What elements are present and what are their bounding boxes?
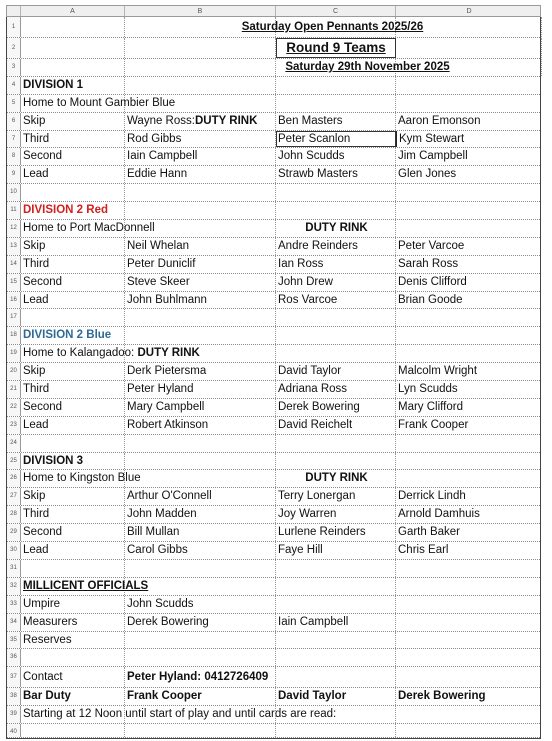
cell[interactable] [276,345,396,362]
sheet-row [7,95,540,113]
row-number[interactable]: 39 [7,706,21,723]
cell[interactable] [125,77,276,94]
player-cell[interactable]: Ben Masters [276,113,396,130]
cell[interactable] [125,560,276,577]
row-number[interactable]: 34 [7,614,21,631]
player-cell[interactable]: David Reichelt [276,417,396,434]
cell[interactable] [396,724,542,737]
bar-duty-name[interactable]: David Taylor [276,688,396,705]
cell[interactable] [396,667,542,687]
division-2-blue-home[interactable] [21,345,200,362]
player-cell[interactable] [125,113,276,130]
sheet-row [7,453,540,471]
cell[interactable] [125,345,276,362]
row-number[interactable]: 37 [7,667,21,687]
position-third[interactable]: Third [21,381,125,398]
player-cell[interactable]: Glen Jones [398,168,457,181]
row-number[interactable]: 12 [7,220,21,237]
division-3-heading[interactable]: DIVISION 3 [21,453,125,470]
sheet-row [7,327,540,345]
sheet-row [7,542,540,560]
row-number[interactable]: 16 [7,292,21,309]
row-number[interactable]: 5 [7,95,21,112]
position-second[interactable]: Second [21,399,125,416]
row-number[interactable]: 11 [7,202,21,219]
sheet-row [7,148,540,166]
cell[interactable] [21,560,125,577]
player-cell[interactable]: Ian Ross [276,256,396,273]
row-number[interactable]: 7 [7,131,21,148]
player-cell[interactable]: Malcolm Wright [398,365,478,378]
player-cell[interactable]: Derrick Lindh [398,490,466,503]
cell[interactable] [125,95,276,112]
sheet-row [7,649,540,667]
duty-rink-label: DUTY RINK [137,347,200,360]
cell[interactable] [125,38,276,58]
sheet-row [7,381,540,399]
cell[interactable] [125,184,276,201]
position-skip[interactable]: Skip [21,488,125,505]
row-number[interactable]: 6 [7,113,21,130]
cell[interactable] [276,724,396,737]
cell[interactable] [125,470,276,487]
division-3-home[interactable]: Home to Kingston Blue [21,470,125,487]
cell[interactable] [21,309,125,326]
player-cell[interactable]: Peter Scanlon [276,131,396,148]
row-number[interactable]: 8 [7,148,21,165]
row-number[interactable]: 26 [7,470,21,487]
bar-duty-name[interactable]: Derek Bowering [398,690,486,703]
cell[interactable] [396,578,542,595]
row-number[interactable]: 36 [7,649,21,666]
row-number[interactable]: 13 [7,238,21,255]
sheet-row [7,417,540,435]
sheet-row [7,202,540,220]
round-label-container [276,38,394,55]
cell[interactable] [396,560,542,577]
player-cell[interactable]: Terry Lonergan [276,488,396,505]
player-cell[interactable]: Eddie Hann [125,166,276,183]
row-number[interactable]: 3 [7,59,21,76]
row-number[interactable]: 20 [7,363,21,380]
division-2-red-heading[interactable]: DIVISION 2 Red [21,202,125,219]
cell[interactable] [396,706,542,723]
sheet-row [7,506,540,524]
player-cell[interactable]: Adriana Ross [276,381,396,398]
player-cell[interactable]: Mary Campbell [125,399,276,416]
division-2-red-home[interactable]: Home to Port MacDonnell [21,220,125,237]
officials-heading[interactable]: MILLICENT OFFICIALS [21,578,125,595]
cell-grid [6,17,541,739]
match-date: Saturday 29th November 2025 [285,61,450,73]
sheet-row [7,17,540,38]
cell[interactable] [276,95,396,112]
player-cell[interactable]: Carol Gibbs [125,542,276,559]
position-lead[interactable]: Lead [21,166,125,183]
cell[interactable] [396,649,542,666]
sheet-row [7,274,540,292]
player-cell[interactable]: John Buhlmann [125,292,276,309]
division-2-blue-heading[interactable]: DIVISION 2 Blue [21,327,125,344]
sheet-row [7,706,540,724]
position-third[interactable]: Third [21,131,125,148]
cell[interactable] [125,649,276,666]
row-number[interactable]: 28 [7,506,21,523]
player-name: Wayne Ross: [127,114,195,127]
sheet-row [7,688,540,706]
cell[interactable] [21,435,125,452]
cell[interactable] [396,470,542,487]
division-1-heading[interactable]: DIVISION 1 [21,77,125,94]
player-cell[interactable]: Iain Campbell [125,148,276,165]
position-lead[interactable]: Lead [21,292,125,309]
division-1-home[interactable]: Home to Mount Gambier Blue [21,95,125,112]
sheet-row [7,220,540,238]
player-cell[interactable]: Arthur O'Connell [125,488,276,505]
sheet-row [7,113,540,131]
row-number[interactable]: 35 [7,632,21,649]
cell[interactable] [396,202,542,219]
cell[interactable] [125,724,276,737]
sheet-row [7,256,540,274]
sheet-row [7,560,540,578]
row-number[interactable]: 33 [7,596,21,613]
home-text: Home to Kalangadoo: [23,347,138,360]
cell[interactable] [125,453,276,470]
row-number[interactable]: 38 [7,688,21,705]
sheet-row [7,38,540,59]
cell[interactable] [276,596,396,613]
sheet-row [7,488,540,506]
sheet-row [7,470,540,488]
measurers-label[interactable]: Measurers [21,614,125,631]
row-number[interactable]: 17 [7,309,21,326]
cell[interactable] [21,724,125,737]
player-cell[interactable]: Aaron Emonson [398,114,481,127]
row-number[interactable]: 1 [7,17,21,37]
row-number[interactable]: 27 [7,488,21,505]
sheet-row [7,345,540,363]
player-cell[interactable]: Denis Clifford [398,275,467,288]
player-cell[interactable]: Bill Mullan [125,524,276,541]
sheet-row [7,596,540,614]
cell[interactable] [396,309,542,326]
cell[interactable] [396,220,542,237]
cell[interactable] [276,77,396,94]
cell[interactable] [125,202,276,219]
sheet-row [7,724,540,738]
cell[interactable] [396,596,542,613]
column-header-b[interactable]: B [125,6,276,16]
position-third[interactable]: Third [21,506,125,523]
sheet-title: Saturday Open Pennants 2025/26 [241,21,424,33]
position-third[interactable]: Third [21,256,125,273]
row-number[interactable]: 2 [7,38,21,58]
cell[interactable] [276,453,396,470]
cell[interactable] [396,632,542,649]
cell[interactable] [276,202,396,219]
cell[interactable] [276,649,396,666]
position-lead[interactable]: Lead [21,417,125,434]
row-number[interactable]: 24 [7,435,21,452]
sheet-row [7,59,540,77]
row-number[interactable]: 10 [7,184,21,201]
measurer-name[interactable]: Iain Campbell [276,614,396,631]
sheet-row [7,292,540,310]
sheet-row [7,578,540,596]
player-cell[interactable]: John Scudds [276,148,396,165]
cell[interactable] [125,706,276,723]
player-cell[interactable]: Derek Bowering [276,399,396,416]
cell[interactable] [125,220,276,237]
sheet-row [7,77,540,95]
player-cell[interactable]: Arnold Damhuis [398,508,480,521]
row-number[interactable]: 25 [7,453,21,470]
player-cell[interactable]: Strawb Masters [276,166,396,183]
cell[interactable] [125,632,276,649]
sheet-row [7,184,540,202]
player-cell[interactable]: Lyn Scudds [398,383,458,396]
position-skip[interactable]: Skip [21,113,125,130]
cell[interactable] [21,38,125,58]
position-second[interactable]: Second [21,274,125,291]
duty-rink-label[interactable]: DUTY RINK [276,470,396,487]
position-skip[interactable]: Skip [21,363,125,380]
cell[interactable] [125,435,276,452]
select-all-corner[interactable] [7,6,21,16]
measurer-name[interactable]: Derek Bowering [125,614,276,631]
cell[interactable] [276,578,396,595]
cell[interactable] [276,560,396,577]
player-cell[interactable]: John Madden [125,506,276,523]
cell[interactable] [396,345,542,362]
cell[interactable] [21,649,125,666]
cell[interactable] [276,706,396,723]
sheet-row [7,166,540,184]
sheet-row [7,667,540,688]
cell[interactable] [396,327,542,344]
column-header-c[interactable]: C [276,6,396,16]
sheet-row [7,309,540,327]
row-number[interactable]: 15 [7,274,21,291]
position-second[interactable]: Second [21,148,125,165]
cell[interactable] [276,667,396,687]
row-number[interactable]: 31 [7,560,21,577]
player-cell[interactable]: Jim Campbell [398,150,468,163]
contact-value[interactable]: Peter Hyland: 0412726409 [125,667,276,687]
cell[interactable] [276,327,396,344]
row-number[interactable]: 22 [7,399,21,416]
player-cell[interactable]: Steve Skeer [125,274,276,291]
spreadsheet [6,5,541,739]
cell[interactable] [396,614,542,631]
cell[interactable] [396,184,542,201]
player-cell[interactable]: Chris Earl [398,544,449,557]
position-skip[interactable]: Skip [21,238,125,255]
umpire-label[interactable]: Umpire [21,596,125,613]
row-number[interactable]: 40 [7,724,21,737]
player-cell[interactable]: Joy Warren [276,506,396,523]
sheet-row [7,632,540,650]
player-cell[interactable]: Garth Baker [398,526,460,539]
player-cell[interactable]: Lurlene Reinders [276,524,396,541]
sheet-row [7,399,540,417]
bar-duty-note[interactable]: Starting at 12 Noon until start of play and until cards are read: [21,706,125,723]
sheet-row [7,614,540,632]
cell[interactable] [276,309,396,326]
column-header-a[interactable]: A [21,6,125,16]
player-cell[interactable]: Peter Varcoe [398,239,465,252]
player-cell[interactable]: Brian Goode [398,293,463,306]
cell[interactable] [276,632,396,649]
row-number[interactable]: 23 [7,417,21,434]
player-cell[interactable]: John Drew [276,274,396,291]
row-number[interactable]: 14 [7,256,21,273]
cell[interactable] [125,309,276,326]
row-number[interactable]: 30 [7,542,21,559]
position-second[interactable]: Second [21,524,125,541]
sheet-row [7,363,540,381]
cell[interactable] [21,59,125,76]
player-cell[interactable]: Ros Varcoe [276,292,396,309]
row-number[interactable]: 32 [7,578,21,595]
player-cell[interactable]: Derk Pietersma [125,363,276,380]
sheet-row [7,524,540,542]
player-cell[interactable]: Neil Whelan [125,238,276,255]
cell[interactable] [125,578,276,595]
cell[interactable] [396,95,542,112]
player-cell[interactable]: David Taylor [276,363,396,380]
player-cell[interactable]: Mary Clifford [398,400,463,413]
bar-duty-name[interactable]: Frank Cooper [125,688,276,705]
player-cell[interactable]: Rod Gibbs [125,131,276,148]
player-cell[interactable]: Peter Duniclif [125,256,276,273]
duty-rink-label[interactable]: DUTY RINK [276,220,396,237]
bar-duty-label[interactable]: Bar Duty [21,688,125,705]
cell[interactable] [21,184,125,201]
sheet-row [7,131,540,149]
player-cell[interactable]: Sarah Ross [398,257,459,270]
cell[interactable] [125,327,276,344]
player-cell[interactable]: Kym Stewart [396,131,542,148]
column-header-row [6,5,541,17]
cell[interactable] [396,38,542,58]
cell[interactable] [276,435,396,452]
cell[interactable] [276,184,396,201]
column-header-d[interactable]: D [466,8,472,15]
position-lead[interactable]: Lead [21,542,125,559]
row-number[interactable]: 29 [7,524,21,541]
player-cell[interactable]: Frank Cooper [398,418,469,431]
player-cell[interactable]: Robert Atkinson [125,417,276,434]
row-number[interactable]: 9 [7,166,21,183]
sheet-row [7,238,540,256]
row-number[interactable]: 18 [7,327,21,344]
cell[interactable] [396,77,542,94]
round-label: Round 9 Teams [276,38,396,58]
umpire-name[interactable]: John Scudds [125,596,276,613]
row-number[interactable]: 4 [7,77,21,94]
cell[interactable] [396,453,542,470]
player-cell[interactable]: Peter Hyland [125,381,276,398]
row-number[interactable]: 19 [7,345,21,362]
sheet-row [7,435,540,453]
reserves-label[interactable]: Reserves [21,632,125,649]
cell[interactable] [396,435,542,452]
row-number[interactable]: 21 [7,381,21,398]
player-cell[interactable]: Faye Hill [276,542,396,559]
contact-label[interactable]: Contact [21,667,125,687]
cell[interactable] [21,17,125,37]
duty-rink-label: DUTY RINK [194,114,258,127]
player-cell[interactable]: Andre Reinders [276,238,396,255]
